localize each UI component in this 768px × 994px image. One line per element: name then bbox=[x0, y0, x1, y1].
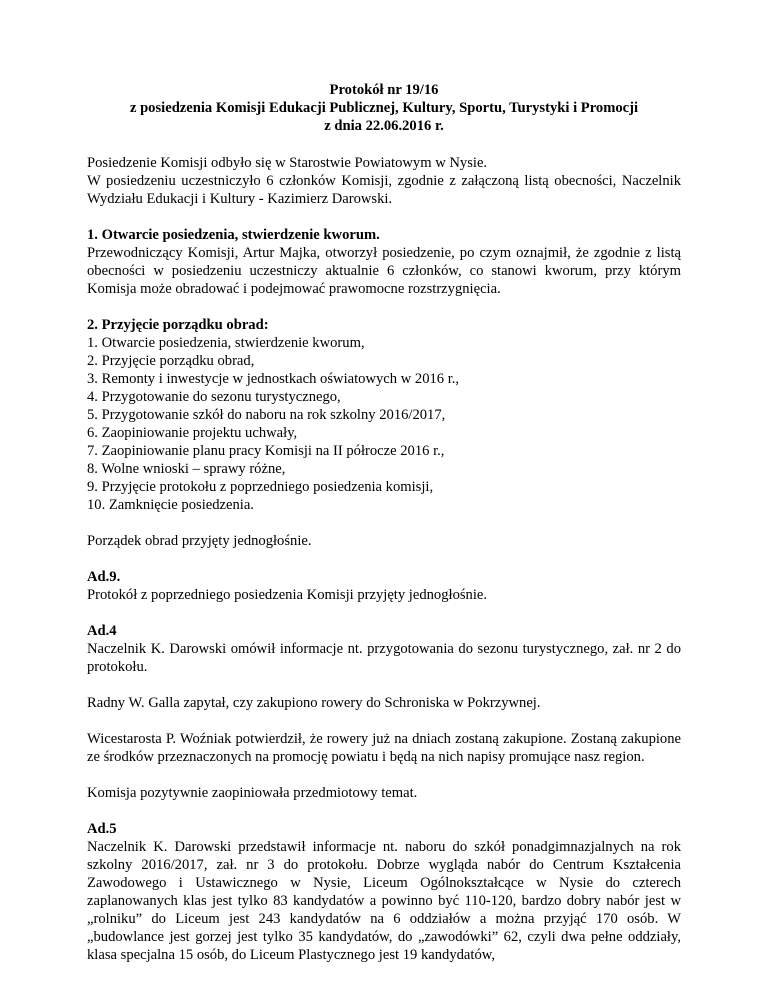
section-ad9-text: Protokół z poprzedniego posiedzenia Komisji przyjęty jednogłośnie. bbox=[87, 587, 488, 603]
ad4-opinion-text: Komisja pozytywnie zaopiniowała przedmiotowy temat. bbox=[87, 785, 418, 801]
section-agenda-heading: 2. Przyjęcie porządku obrad: bbox=[87, 317, 269, 333]
ad4-question-section bbox=[87, 694, 681, 712]
agenda-item: 3. Remonty i inwestycje w jednostkach oświatowych w 2016 r., bbox=[87, 371, 460, 387]
title-line-protocol-number: Protokół nr 19/16 bbox=[329, 82, 439, 98]
section-opening-heading: 1. Otwarcie posiedzenia, stwierdzenie kworum. bbox=[87, 227, 380, 243]
section-opening-text: Przewodniczący Komisji, Artur Majka, otworzył posiedzenie, po czym oznajmił, że zgodnie z listą obecności w posiedzeniu uczestniczy aktualnie 6 członków, co stanowi kworum, przy którym Komisja może obradować i podejmować prawomocne rozstrzygnięcia. bbox=[87, 245, 681, 297]
intro-attendance: W posiedzeniu uczestniczyło 6 członków Komisji, zgodnie z załączoną listą obecności, Naczelnik Wydziału Edukacji i Kultury - Kazimierz Darowski. bbox=[87, 173, 681, 207]
agenda-item: 10. Zamknięcie posiedzenia. bbox=[87, 497, 254, 513]
agenda-item: 2. Przyjęcie porządku obrad, bbox=[87, 353, 255, 369]
section-ad4-text: Naczelnik K. Darowski omówił informacje nt. przygotowania do sezonu turystycznego, zał. nr 2 do protokołu. bbox=[87, 641, 681, 675]
section-ad5 bbox=[87, 820, 681, 964]
section-agenda bbox=[87, 316, 681, 514]
agenda-item: 6. Zaopiniowanie projektu uchwały, bbox=[87, 425, 298, 441]
agenda-item: 9. Przyjęcie protokołu z poprzedniego posiedzenia komisji, bbox=[87, 479, 434, 495]
ad4-answer-text: Wicestarosta P. Woźniak potwierdził, że rowery już na dniach zostaną zakupione. Zostaną zakupione ze środków przeznaczonych na promocję powiatu i będą na nich napisy promujące nasz region. bbox=[87, 731, 681, 765]
ad4-answer-section bbox=[87, 730, 681, 766]
agenda-item: 5. Przygotowanie szkół do naboru na rok szkolny 2016/2017, bbox=[87, 407, 446, 423]
agenda-list bbox=[87, 334, 681, 514]
agenda-item: 4. Przygotowanie do sezonu turystycznego, bbox=[87, 389, 341, 405]
section-ad9 bbox=[87, 568, 681, 604]
title-line-date: z dnia 22.06.2016 r. bbox=[324, 118, 444, 134]
section-opening bbox=[87, 226, 681, 298]
agenda-item: 7. Zaopiniowanie planu pracy Komisji na II półrocze 2016 r., bbox=[87, 443, 445, 459]
agenda-accepted-text: Porządek obrad przyjęty jednogłośnie. bbox=[87, 533, 312, 549]
section-ad5-heading: Ad.5 bbox=[87, 821, 117, 837]
ad4-opinion-section bbox=[87, 784, 681, 802]
intro-location: Posiedzenie Komisji odbyło się w Starostwie Powiatowym w Nysie. bbox=[87, 155, 488, 171]
agenda-item: 1. Otwarcie posiedzenia, stwierdzenie kworum, bbox=[87, 335, 365, 351]
document-title bbox=[87, 81, 681, 135]
section-ad4 bbox=[87, 622, 681, 676]
ad4-question-text: Radny W. Galla zapytał, czy zakupiono rowery do Schroniska w Pokrzywnej. bbox=[87, 695, 541, 711]
section-ad5-text: Naczelnik K. Darowski przedstawił informacje nt. naboru do szkół ponadgimnazjalnych na rok szkolny 2016/2017, zał. nr 3 do protokołu. Dobrze wygląda nabór do Centrum Kształcenia Zawodowego i Ustawicznego w Nysie, Liceum Ogólnokształcące w Nysie do czterech zaplanowanych klas jest tylko 83 kandydatów a powinno być 110-120, bardzo dobry nabór jest w „rolniku” do Liceum jest 243 kandydatów na 6 oddziałów a można przyjąć 170 osób. W „budowlance jest gorzej jest tylko 35 kandydatów, do „zawodówki” 62, czyli dwa pełne oddziały, klasa specjalna 15 osób, do Liceum Plastycznego jest 19 kandydatów, bbox=[87, 839, 681, 963]
section-ad9-heading: Ad.9. bbox=[87, 569, 121, 585]
title-line-committee: z posiedzenia Komisji Edukacji Publicznej, Kultury, Sportu, Turystyki i Promocji bbox=[129, 100, 639, 116]
agenda-item: 8. Wolne wnioski – sprawy różne, bbox=[87, 461, 286, 477]
agenda-accepted-section bbox=[87, 532, 681, 550]
document-page bbox=[87, 0, 681, 964]
section-ad4-heading: Ad.4 bbox=[87, 623, 117, 639]
intro-section bbox=[87, 154, 681, 208]
